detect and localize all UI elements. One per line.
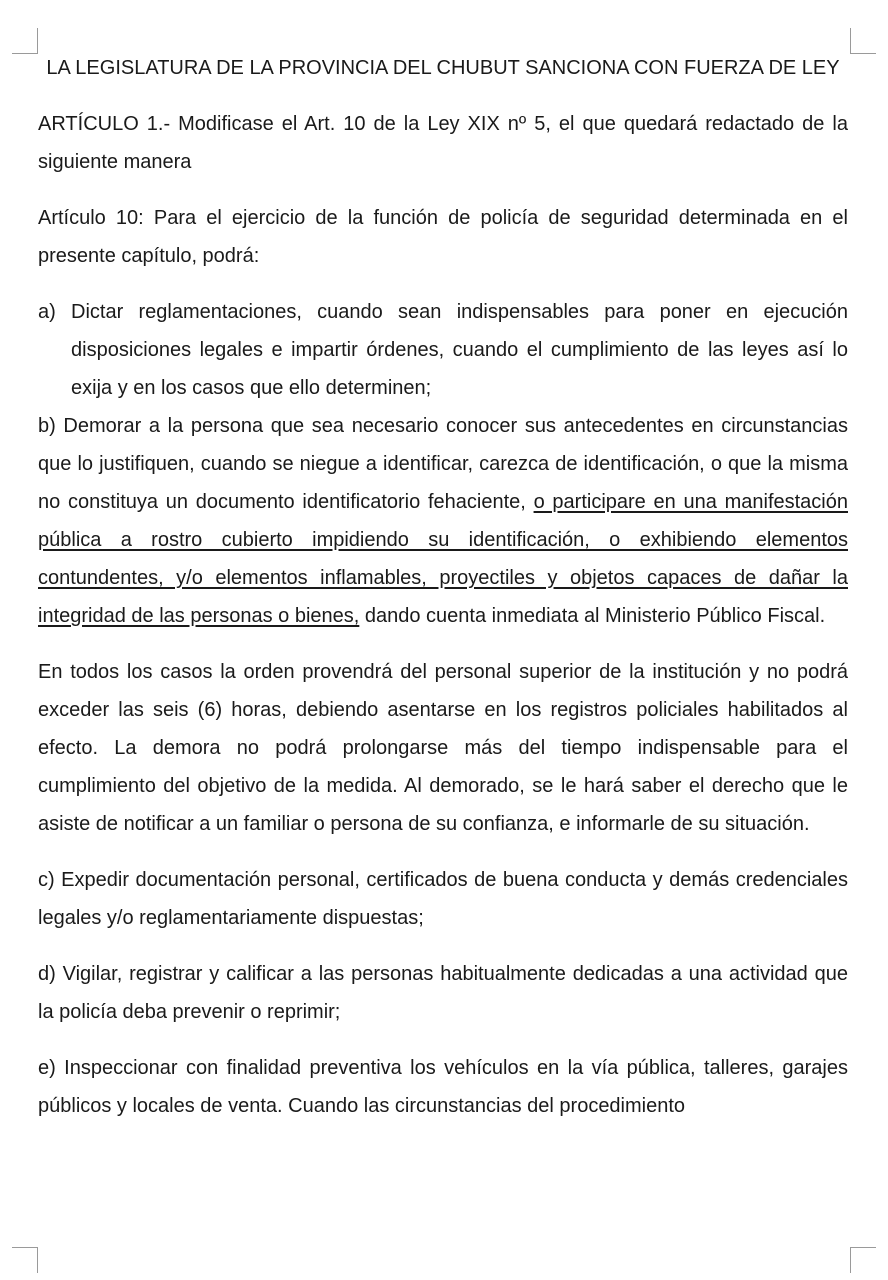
item-b-text-underlined: o participare en una manifestación pública a rostro cubierto impidiendo su identificación, o exhibiendo elementos contundentes, y/o elementos inflamables, proyectiles y objetos capaces de dañar la integridad de las personas o bienes,	[38, 491, 848, 627]
item-a-text: Dictar reglamentaciones, cuando sean indispensables para poner en ejecución disposiciones legales e impartir órdenes, cuando el cumplimiento de las leyes así lo exija y en los casos que ello determinen;	[71, 301, 848, 399]
item-c: c) Expedir documentación personal, certificados de buena conducta y demás credenciales legales y/o reglamentariamente dispuestas;	[38, 869, 848, 929]
paragraph-general: En todos los casos la orden provendrá del personal superior de la institución y no podrá exceder las seis (6) horas, debiendo asentarse en los registros policiales habilitados al efecto. La demora no podrá prolongarse más del tiempo indispensable para el cumplimiento del objetivo de la medida. Al demorado, se le hará saber el derecho que le asiste de notificar a un familiar o persona de su confianza, e informarle de su situación.	[38, 661, 848, 835]
page-corner-top-right	[850, 28, 876, 54]
item-b-text-after: dando cuenta inmediata al Ministerio Público Fiscal.	[359, 605, 826, 627]
item-b-text-before: b) Demorar a la persona que sea necesario conocer sus antecedentes en circunstancias que lo justifiquen, cuando se niegue a identificar, carezca de identificación, o que la misma no constituya un documento identificatorio fehaciente,	[38, 415, 848, 513]
article-1: ARTÍCULO 1.- Modificase el Art. 10 de la Ley XIX nº 5, el que quedará redactado de la siguiente manera	[38, 113, 848, 173]
page-corner-bottom-left	[12, 1247, 38, 1273]
item-a	[38, 293, 848, 407]
document-page	[38, 49, 848, 1143]
item-d: d) Vigilar, registrar y calificar a las personas habitualmente dedicadas a una actividad que la policía deba prevenir o reprimir;	[38, 963, 848, 1023]
item-a-marker: a)	[38, 301, 56, 323]
page-corner-bottom-right	[850, 1247, 876, 1273]
page-corner-top-left	[12, 28, 38, 54]
item-e: e) Inspeccionar con finalidad preventiva los vehículos en la vía pública, talleres, garajes públicos y locales de venta. Cuando las circunstancias del procedimiento	[38, 1057, 848, 1117]
article-10-intro: Artículo 10: Para el ejercicio de la función de policía de seguridad determinada en el presente capítulo, podrá:	[38, 207, 848, 267]
item-b	[38, 407, 848, 635]
document-title: LA LEGISLATURA DE LA PROVINCIA DEL CHUBUT SANCIONA CON FUERZA DE LEY	[46, 57, 840, 79]
